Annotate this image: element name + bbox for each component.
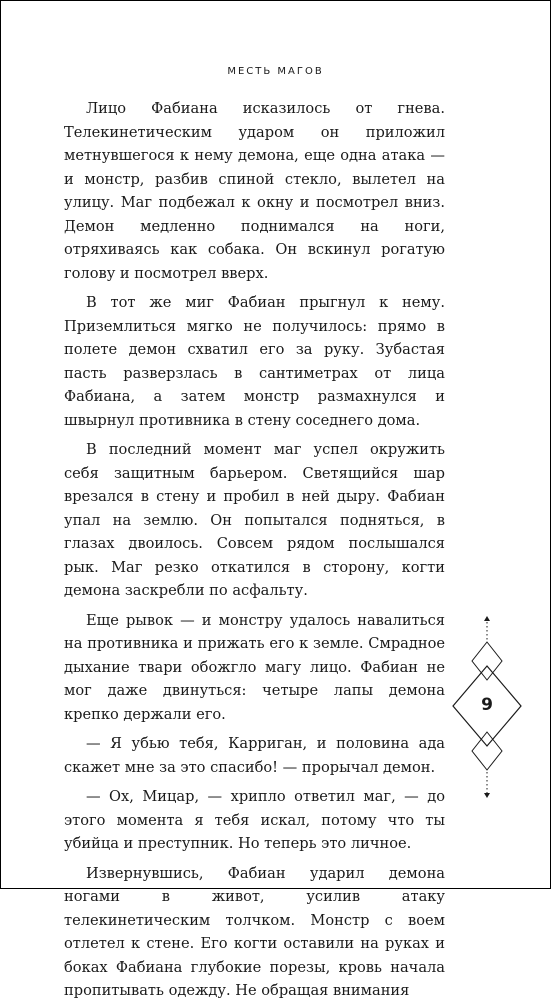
paragraph: — Я убью тебя, Карриган, и половина ада скажет мне за это спасибо! — прорычал демон. (64, 735, 445, 776)
paragraph: В последний момент маг успел окружить себя защитным барьером. Светящийся шар врезался в стену и пробил в ней дыру. Фабиан упал на землю. Он попытался подняться, в глазах двоилось. Совсем рядом послышался рык. Маг резко откатился в сторону, когти демона заскребли по асфальту. (64, 441, 445, 599)
paragraph: Лицо Фабиана исказилось от гнева. Телекинетическим ударом он приложил метнувшегося к нему демона, еще одна атака — и монстр, разбив спиной стекло, вылетел на улицу. Маг подбежал к окну и посмотрел вниз. Демон медленно поднимался на ноги, отряхиваясь как собака. Он вскинул рогатую голову и посмотрел вверх. (64, 100, 445, 282)
paragraph: Извернувшись, Фабиан ударил демона ногами в живот, усилив атаку телекинетическим толчком. Монстр с воем отлетел к стене. Его когти оставили на руках и боках Фабиана глубокие порезы, кровь начала пропитывать одежду. Не обращая внимания (64, 864, 445, 999)
paragraph: В тот же миг Фабиан прыгнул к нему. Приземлиться мягко не получилось: прямо в полете демон схватил его за руку. Зубастая пасть разверзлась в сантиметрах от лица Фабиана, а затем монстр размахнулся и швырнул противника в стену соседнего дома. (64, 294, 445, 429)
paragraph: — Ох, Мицар, — хрипло ответил маг, — до этого момента я тебя искал, потому что ты убийца и преступник. Но теперь это личное. (64, 788, 445, 852)
page-number: 9 (481, 695, 493, 715)
body-text (64, 97, 445, 1003)
paragraph: Еще рывок — и монстру удалось навалиться на противника и прижать его к земле. Смрадное дыхание твари обожгло магу лицо. Фабиан не мог даже двинуться: четыре лапы демона крепко держали его. (64, 611, 445, 723)
running-head: МЕСТЬ МАГОВ (227, 66, 324, 77)
